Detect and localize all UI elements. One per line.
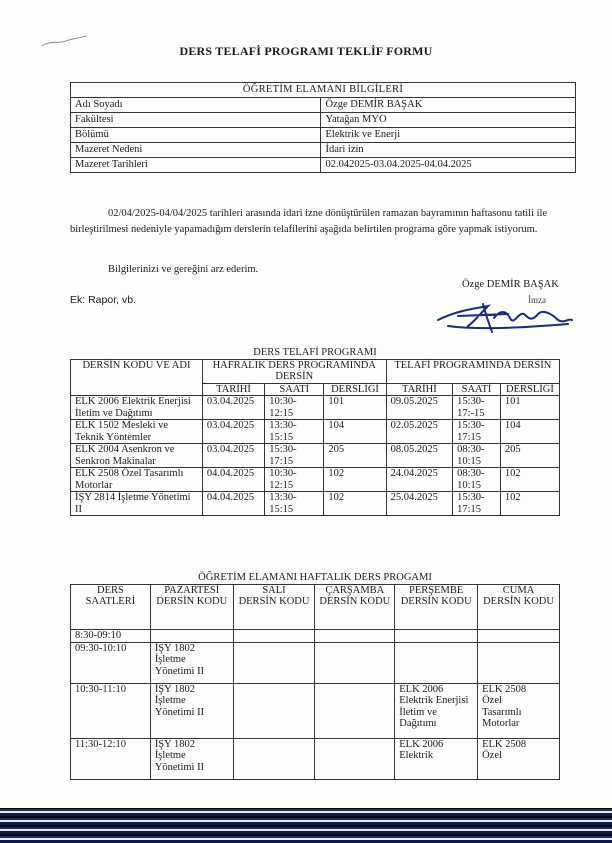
day-name: ÇARŞAMBA [325,584,385,596]
course-code-subheader: DERSİN KODU [483,596,554,607]
info-label: Adı Soyadı [71,98,321,113]
schedule-cell [315,738,395,779]
table-row [71,468,560,492]
hours-column-header: DERS SAATLERİ [71,584,151,629]
schedule-cell [478,642,560,683]
weekly-room: 205 [324,444,386,468]
time-slot: 10:30-11:10 [71,683,151,738]
schedule-cell [315,642,395,683]
sub-header-room: DERSLİĞİ [500,383,559,396]
table-row [71,629,560,642]
course-name: ELK 2004 Asenkron ve Senkron Makinalar [71,444,203,468]
makeup-time: 08:30-10:15 [453,468,501,492]
table-row [71,396,560,420]
weekly-date: 04.04.2025 [202,492,264,516]
info-row [71,143,576,158]
weekly-date: 03.04.2025 [202,420,264,444]
schedule-cell [233,738,315,779]
day-header-tuesday [233,584,315,629]
signer-name: Özge DEMİR BAŞAK [462,279,559,290]
info-value: 02.042025-03.04.2025-04.04.2025 [321,158,576,173]
makeup-date: 08.05.2025 [386,444,452,468]
day-name: PERŞEMBE [409,584,464,596]
makeup-date: 25.04.2025 [386,492,452,516]
info-label: Fakültesi [71,113,321,128]
makeup-date: 02.05.2025 [386,420,452,444]
sub-header-date: TARİHİ [202,383,264,396]
sub-header-time: SAATİ [453,383,501,396]
time-slot: 11:30-12:10 [71,738,151,779]
schedule-cell [315,683,395,738]
schedule-cell: ELK 2006 Elektrik Enerjisi İletim ve Dağıtımı [395,683,478,738]
schedule-cell [233,629,315,642]
schedule-cell: İŞY 1802 İşletme Yönetimi II [150,642,233,683]
course-column-header: DERSİN KODU VE ADI [71,359,203,396]
weekly-schedule-table [70,572,560,780]
info-value: Özge DEMİR BAŞAK [321,98,576,113]
course-code-subheader: DERSİN KODU [156,596,228,607]
makeup-time: 15:30-17:-15 [453,396,501,420]
schedule-cell: İŞY 1802 İşletme Yönetimi II [150,738,233,779]
day-header-monday [150,584,233,629]
day-name: PAZARTESİ [164,584,220,596]
table-row [71,642,560,683]
weekly-group-header: HAFRALIK DERS PROGRAMINDA DERSİN [202,359,386,383]
course-name: ELK 2508 Özel Tasarımlı Motorlar [71,468,203,492]
form-title: DERS TELAFİ PROGRAMI TEKLİF FORMU [179,44,433,58]
signature [428,296,578,336]
schedule-cell: İŞY 1802 İşletme Yönetimi II [150,683,233,738]
weekly-date: 03.04.2025 [202,444,264,468]
day-name: SALI [262,584,286,596]
table-row [71,420,560,444]
makeup-schedule-table [70,347,560,516]
table-row [71,492,560,516]
weekly-time: 10:30-12:15 [265,468,324,492]
makeup-room: 102 [500,492,559,516]
schedule-cell [315,629,395,642]
day-header-friday [478,584,560,629]
weekly-room: 102 [324,468,386,492]
day-name: CUMA [502,584,535,596]
makeup-time: 15:30-17:15 [453,492,501,516]
makeup-room: 102 [500,468,559,492]
sub-header-date: TARİHİ [386,383,452,396]
sub-header-time: SAATİ [265,383,324,396]
time-slot: 8:30-09:10 [71,629,151,642]
table-row [71,683,560,738]
course-code-subheader: DERSİN KODU [400,596,472,607]
info-label: Mazeret Nedeni [71,143,321,158]
info-label: Mazeret Tarihleri [71,158,321,173]
weekly-time: 13:30-15:15 [265,492,324,516]
scan-edge-band [0,808,612,843]
makeup-date: 24.04.2025 [386,468,452,492]
schedule-cell: ELK 2006 Elektrik [395,738,478,779]
weekly-date: 04.04.2025 [202,468,264,492]
time-slot: 09:30-10:10 [71,642,151,683]
schedule-cell [233,683,315,738]
weekly-time: 10:30-12:15 [265,396,324,420]
weekly-heading: ÖĞRETİM ELAMANI HAFTALIK DERS PROGAMI [71,572,560,584]
info-label: Bölümü [71,128,321,143]
sub-header-room: DERSLİĞİ [324,383,386,396]
makeup-time: 15:30-17:15 [453,420,501,444]
schedule-cell: ELK 2508 Özel [478,738,560,779]
course-code-subheader: DERSİN KODU [319,596,391,607]
attachment-note: Ek: Rapor, vb. [70,294,136,306]
course-name: İŞY 2814 İşletme Yönetimi II [71,492,203,516]
course-code-subheader: DERSİN KODU [238,596,310,607]
schedule-cell: ELK 2508 Özel Tasarımlı Motorlar [478,683,560,738]
day-header-wednesday [315,584,395,629]
weekly-room: 102 [324,492,386,516]
schedule-cell [395,629,478,642]
course-name: ELK 2006 Elektrik Enerjisi İletim ve Dağıtımı [71,396,203,420]
makeup-group-header: TELAFİ PROGRAMINDA DERSİN [386,359,559,383]
schedule-cell [233,642,315,683]
table-row [71,444,560,468]
info-value: Yatağan MYO [321,113,576,128]
info-value: İdari izin [321,143,576,158]
weekly-date: 03.04.2025 [202,396,264,420]
closing-text: Bilgilerinizi ve gereğini arz ederim. [108,264,259,275]
request-paragraph: 02/04/2025-04/04/2025 tarihleri arasında idari izne dönüştürülen ramazan bayramının haftasonu tatili ile birleştirilmesi nedeniyle yapamadığım derslerin telafilerini aşağıda belirtilen programa göre yapmak istiyorum. [70,208,548,235]
info-row [71,98,576,113]
info-row [71,158,576,173]
instructor-info-table [70,82,576,173]
makeup-room: 101 [500,396,559,420]
weekly-time: 15:30-17:15 [265,444,324,468]
info-row [71,128,576,143]
schedule-cell [478,629,560,642]
weekly-time: 13:30-15:15 [265,420,324,444]
info-heading: ÖĞRETİM ELAMANI BİLGİLERİ [71,83,576,98]
schedule-cell [150,629,233,642]
table-row [71,738,560,779]
info-row [71,113,576,128]
makeup-heading: DERS TELAFİ PROGRAMI [71,347,560,359]
info-value: Elektrik ve Enerji [321,128,576,143]
imza-label: İmza [528,295,546,305]
makeup-time: 08:30-10:15 [453,444,501,468]
day-header-thursday [395,584,478,629]
schedule-cell [395,642,478,683]
course-name: ELK 1502 Mesleki ve Teknik Yöntemler [71,420,203,444]
weekly-room: 101 [324,396,386,420]
makeup-date: 09.05.2025 [386,396,452,420]
makeup-room: 104 [500,420,559,444]
weekly-room: 104 [324,420,386,444]
makeup-room: 205 [500,444,559,468]
